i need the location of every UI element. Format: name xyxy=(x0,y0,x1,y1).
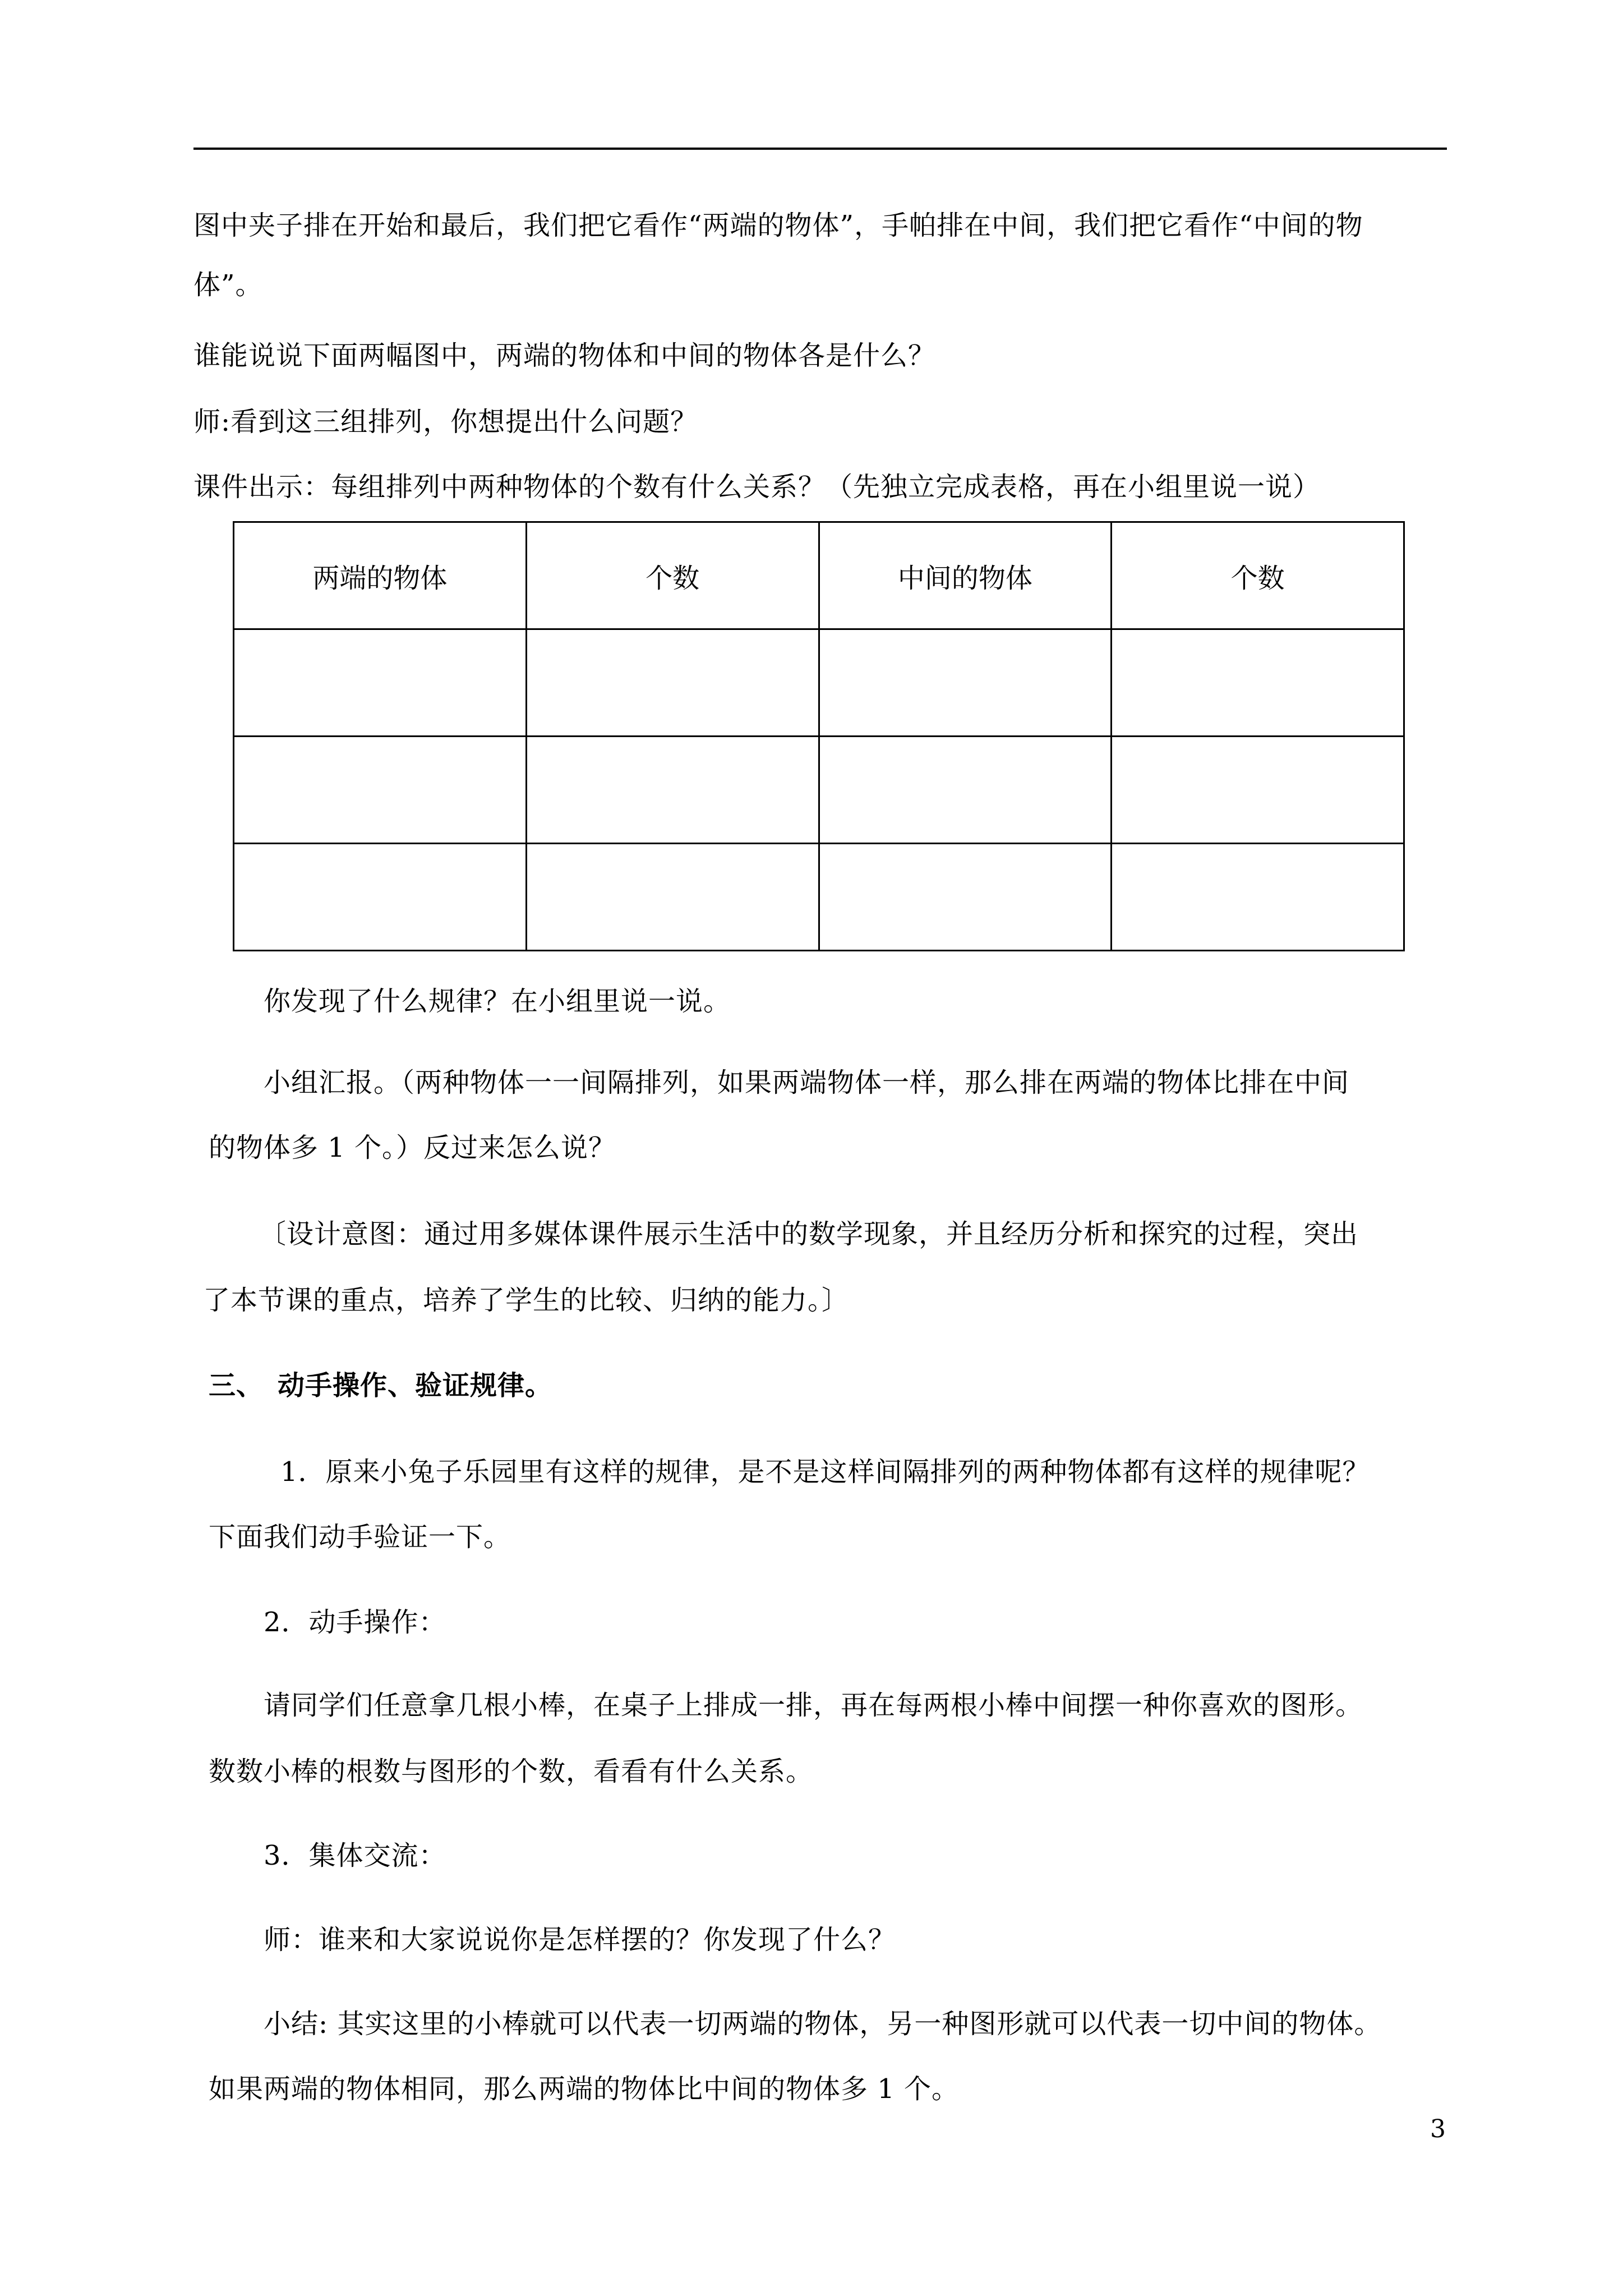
table-row xyxy=(234,844,1404,951)
table-header-cell: 两端的物体 xyxy=(234,522,527,629)
table-cell xyxy=(819,844,1112,951)
paragraph-line: 请同学们任意拿几根小棒，在桌子上排成一排，再在每两根小棒中间摆一种你喜欢的图形。 xyxy=(264,1690,1363,1721)
paragraph-line: 了本节课的重点，培养了学生的比较、归纳的能力。〕 xyxy=(203,1285,850,1316)
table-cell xyxy=(819,629,1112,737)
header-rule xyxy=(193,148,1447,150)
table-header-row xyxy=(234,522,1404,629)
table-header-cell: 个数 xyxy=(526,522,819,629)
table-cell xyxy=(234,844,527,951)
table-cell xyxy=(819,737,1112,844)
paragraph-line: 3．集体交流： xyxy=(264,1840,446,1871)
paragraph-line: 如果两端的物体相同，那么两端的物体比中间的物体多 1 个。 xyxy=(209,2073,960,2105)
table-cell xyxy=(526,629,819,737)
paragraph-line: 你发现了什么规律？在小组里说一说。 xyxy=(264,986,731,1017)
paragraph-line: 数数小棒的根数与图形的个数，看看有什么关系。 xyxy=(209,1756,814,1787)
table-cell xyxy=(1112,629,1404,737)
table-cell xyxy=(234,629,527,737)
table-cell xyxy=(526,737,819,844)
paragraph-line: 下面我们动手验证一下。 xyxy=(209,1521,511,1553)
record-table xyxy=(233,521,1405,951)
table-cell xyxy=(526,844,819,951)
paragraph-line: 师:看到这三组排列，你想提出什么问题？ xyxy=(193,406,698,438)
paragraph-line: 课件出示：每组排列中两种物体的个数有什么关系？（先独立完成表格，再在小组里说一说） xyxy=(193,471,1321,503)
paragraph-line: 〔设计意图：通过用多媒体课件展示生活中的数学现象，并且经历分析和探究的过程，突出 xyxy=(259,1218,1359,1250)
paragraph-line: 体”。 xyxy=(193,269,263,301)
table-row xyxy=(234,737,1404,844)
table-row xyxy=(234,629,1404,737)
table-cell xyxy=(234,737,527,844)
table-header-cell: 中间的物体 xyxy=(819,522,1112,629)
paragraph-line: 师：谁来和大家说说你是怎样摆的？你发现了什么？ xyxy=(264,1924,896,1955)
paragraph-line: 的物体多 1 个。）反过来怎么说？ xyxy=(209,1132,616,1163)
page-number: 3 xyxy=(1430,2115,1446,2143)
paragraph-line: 谁能说说下面两幅图中，两端的物体和中间的物体各是什么？ xyxy=(193,340,936,371)
section-heading: 三、 动手操作、验证规律。 xyxy=(209,1370,553,1401)
paragraph-line: 小组汇报。（两种物体一一间隔排列，如果两端物体一样，那么排在两端的物体比排在中间 xyxy=(264,1067,1350,1098)
table-cell xyxy=(1112,844,1404,951)
table-cell xyxy=(1112,737,1404,844)
paragraph-line: 小结: 其实这里的小棒就可以代表一切两端的物体，另一种图形就可以代表一切中间的物体。 xyxy=(264,2008,1382,2040)
paragraph-line: 图中夹子排在开始和最后，我们把它看作“两端的物体”，手帕排在中间，我们把它看作“中间的物 xyxy=(193,210,1363,241)
paragraph-line: 2．动手操作： xyxy=(264,1607,446,1638)
paragraph-line: 1．原来小兔子乐园里有这样的规律，是不是这样间隔排列的两种物体都有这样的规律呢？ xyxy=(280,1456,1370,1488)
table-header-cell: 个数 xyxy=(1112,522,1404,629)
